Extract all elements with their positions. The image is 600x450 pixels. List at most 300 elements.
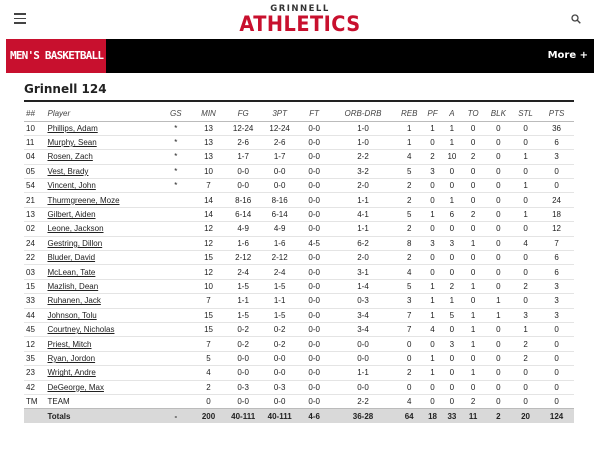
- turnovers: 0: [462, 380, 485, 394]
- games-started: [159, 294, 192, 308]
- three-pointers: 2-6: [261, 135, 298, 149]
- player-name-cell: [45, 251, 159, 265]
- turnovers: 0: [462, 351, 485, 365]
- player-name-link[interactable]: Courtney, Nicholas: [47, 325, 115, 335]
- minutes: 10: [192, 279, 225, 293]
- column-header[interactable]: REB: [396, 107, 423, 121]
- turnovers: 1: [462, 236, 485, 250]
- steals: 0: [512, 394, 539, 408]
- points: 0: [539, 179, 574, 193]
- sport-section-label: MEN'S BASKETBALL: [10, 49, 104, 62]
- orb-drb: 2-2: [330, 394, 395, 408]
- games-started: [159, 380, 192, 394]
- orb-drb: 1-1: [330, 366, 395, 380]
- column-header[interactable]: Player: [45, 107, 159, 121]
- player-name-link[interactable]: Wright, Andre: [47, 368, 96, 378]
- personal-fouls: 0: [423, 222, 442, 236]
- player-name-cell: [45, 236, 159, 250]
- rebounds: 3: [396, 294, 423, 308]
- player-name-cell: [45, 322, 159, 336]
- totals-to: 11: [462, 409, 485, 423]
- minutes: 10: [192, 164, 225, 178]
- blocks: 0: [485, 135, 512, 149]
- steals: 0: [512, 265, 539, 279]
- blocks: 0: [485, 351, 512, 365]
- player-name-link[interactable]: Leone, Jackson: [47, 224, 104, 234]
- minutes: 13: [192, 150, 225, 164]
- steals: 0: [512, 164, 539, 178]
- totals-blk: 2: [485, 409, 512, 423]
- games-started: [159, 193, 192, 207]
- turnovers: 0: [462, 179, 485, 193]
- field-goals: 2-4: [225, 265, 261, 279]
- column-header[interactable]: MIN: [192, 107, 225, 121]
- free-throws: 0-0: [298, 380, 331, 394]
- assists: 1: [442, 121, 461, 135]
- assists: 1: [442, 193, 461, 207]
- player-name-link[interactable]: DeGeorge, Max: [47, 382, 104, 392]
- points: 6: [539, 135, 574, 149]
- points: 3: [539, 279, 574, 293]
- table-row: [24, 193, 574, 207]
- player-name-cell: [45, 135, 159, 149]
- player-number: 42: [24, 380, 45, 394]
- personal-fouls: 1: [423, 207, 442, 221]
- games-started: *: [159, 135, 192, 149]
- player-name-link[interactable]: Priest, Mitch: [47, 339, 92, 349]
- player-name-cell: [45, 164, 159, 178]
- minutes: 0: [192, 394, 225, 408]
- player-name-link[interactable]: Mazlish, Dean: [47, 281, 99, 291]
- points: 0: [539, 164, 574, 178]
- blocks: 1: [485, 308, 512, 322]
- player-number: 13: [24, 207, 45, 221]
- player-name-cell: [45, 265, 159, 279]
- player-number: 05: [24, 164, 45, 178]
- free-throws: 0-0: [298, 179, 331, 193]
- orb-drb: 3-1: [330, 265, 395, 279]
- points: 0: [539, 366, 574, 380]
- orb-drb: 6-2: [330, 236, 395, 250]
- points: 6: [539, 251, 574, 265]
- blocks: 0: [485, 251, 512, 265]
- player-number: 44: [24, 308, 45, 322]
- table-header-row: [24, 107, 574, 121]
- field-goals: 1-6: [225, 236, 261, 250]
- field-goals: 1-7: [225, 150, 261, 164]
- player-name-cell: [45, 351, 159, 365]
- totals-pts: 124: [539, 409, 574, 423]
- three-pointers: 1-7: [261, 150, 298, 164]
- turnovers: 1: [462, 366, 485, 380]
- assists: 6: [442, 207, 461, 221]
- field-goals: 0-0: [225, 164, 261, 178]
- games-started: [159, 279, 192, 293]
- points: 0: [539, 380, 574, 394]
- personal-fouls: 1: [423, 121, 442, 135]
- minutes: 7: [192, 294, 225, 308]
- player-number: 04: [24, 150, 45, 164]
- turnovers: 0: [462, 294, 485, 308]
- player-name-cell: [45, 193, 159, 207]
- column-header[interactable]: 3PT: [261, 107, 298, 121]
- totals-orb-drb: 36-28: [330, 409, 395, 423]
- totals-3pt: 40-111: [261, 409, 298, 423]
- player-number: 02: [24, 222, 45, 236]
- three-pointers: 2-4: [261, 265, 298, 279]
- blocks: 0: [485, 179, 512, 193]
- column-header[interactable]: STL: [512, 107, 539, 121]
- orb-drb: 2-0: [330, 251, 395, 265]
- table-row: [24, 150, 574, 164]
- assists: 0: [442, 366, 461, 380]
- games-started: *: [159, 121, 192, 135]
- three-pointers: 1-5: [261, 279, 298, 293]
- turnovers: 2: [462, 207, 485, 221]
- turnovers: 1: [462, 337, 485, 351]
- table-row: [24, 394, 574, 408]
- totals-pf: 18: [423, 409, 442, 423]
- column-header[interactable]: GS: [159, 107, 192, 121]
- player-name-cell: [45, 150, 159, 164]
- points: 6: [539, 265, 574, 279]
- turnovers: 1: [462, 279, 485, 293]
- table-row: [24, 251, 574, 265]
- assists: 3: [442, 236, 461, 250]
- orb-drb: 3-4: [330, 322, 395, 336]
- player-name-link[interactable]: Bluder, David: [47, 253, 96, 263]
- assists: 0: [442, 265, 461, 279]
- field-goals: 12-24: [225, 121, 261, 135]
- search-icon[interactable]: [571, 14, 581, 24]
- games-started: *: [159, 179, 192, 193]
- orb-drb: 1-1: [330, 193, 395, 207]
- field-goals: 2-12: [225, 251, 261, 265]
- player-number: 15: [24, 279, 45, 293]
- minutes: 12: [192, 236, 225, 250]
- turnovers: 0: [462, 135, 485, 149]
- turnovers: 0: [462, 121, 485, 135]
- turnovers: 0: [462, 251, 485, 265]
- personal-fouls: 0: [423, 179, 442, 193]
- points: 0: [539, 394, 574, 408]
- games-started: [159, 207, 192, 221]
- column-header[interactable]: ORB-DRB: [330, 107, 395, 121]
- site-header: [0, 0, 600, 38]
- three-pointers: 1-5: [261, 308, 298, 322]
- field-goals: 1-5: [225, 308, 261, 322]
- field-goals: 0-2: [225, 337, 261, 351]
- totals-a: 33: [442, 409, 461, 423]
- free-throws: 0-0: [298, 351, 331, 365]
- team-heading: Grinnell 124: [24, 82, 107, 96]
- games-started: [159, 322, 192, 336]
- personal-fouls: 3: [423, 164, 442, 178]
- minutes: 15: [192, 251, 225, 265]
- blocks: 0: [485, 380, 512, 394]
- blocks: 0: [485, 207, 512, 221]
- column-header[interactable]: BLK: [485, 107, 512, 121]
- free-throws: 4-5: [298, 236, 331, 250]
- player-number: 12: [24, 337, 45, 351]
- totals-num: [24, 409, 45, 423]
- assists: 0: [442, 322, 461, 336]
- rebounds: 1: [396, 135, 423, 149]
- free-throws: 0-0: [298, 308, 331, 322]
- orb-drb: 0-0: [330, 351, 395, 365]
- games-started: [159, 222, 192, 236]
- games-started: [159, 394, 192, 408]
- personal-fouls: 0: [423, 135, 442, 149]
- rebounds: 7: [396, 322, 423, 336]
- steals: 0: [512, 121, 539, 135]
- free-throws: 0-0: [298, 294, 331, 308]
- table-row: [24, 207, 574, 221]
- table-row: [24, 308, 574, 322]
- player-name-link[interactable]: Ruhanen, Jack: [47, 296, 101, 306]
- orb-drb: 3-4: [330, 308, 395, 322]
- games-started: [159, 308, 192, 322]
- rebounds: 0: [396, 380, 423, 394]
- player-number: 54: [24, 179, 45, 193]
- player-number: TM: [24, 394, 45, 408]
- sport-section-tab[interactable]: [6, 39, 106, 73]
- three-pointers: 0-0: [261, 351, 298, 365]
- minutes: 12: [192, 265, 225, 279]
- three-pointers: 0-2: [261, 322, 298, 336]
- logo-top-text[interactable]: GRINNELL: [270, 4, 330, 14]
- field-goals: 0-2: [225, 322, 261, 336]
- player-name-link[interactable]: Murphy, Sean: [47, 138, 97, 148]
- points: 7: [539, 236, 574, 250]
- three-pointers: 8-16: [261, 193, 298, 207]
- orb-drb: 2-2: [330, 150, 395, 164]
- minutes: 15: [192, 322, 225, 336]
- player-name-link[interactable]: Vest, Brady: [47, 166, 89, 176]
- orb-drb: 2-0: [330, 179, 395, 193]
- turnovers: 2: [462, 150, 485, 164]
- column-header[interactable]: FT: [298, 107, 331, 121]
- points: 3: [539, 150, 574, 164]
- player-name-cell: [45, 207, 159, 221]
- player-name-link[interactable]: Gilbert, Aiden: [47, 210, 96, 220]
- blocks: 0: [485, 279, 512, 293]
- box-score-table: [24, 107, 574, 423]
- personal-fouls: 0: [423, 380, 442, 394]
- minutes: 13: [192, 121, 225, 135]
- assists: 0: [442, 251, 461, 265]
- steals: 2: [512, 351, 539, 365]
- totals-min: 200: [192, 409, 225, 423]
- rebounds: 2: [396, 251, 423, 265]
- player-name-link[interactable]: Vincent, John: [47, 181, 96, 191]
- free-throws: 0-0: [298, 366, 331, 380]
- free-throws: 0-0: [298, 207, 331, 221]
- games-started: [159, 251, 192, 265]
- rebounds: 4: [396, 394, 423, 408]
- assists: 5: [442, 308, 461, 322]
- turnovers: 0: [462, 222, 485, 236]
- player-name-link[interactable]: Thurmgreene, Moze: [47, 195, 120, 205]
- games-started: [159, 265, 192, 279]
- player-name-link[interactable]: Johnson, Tolu: [47, 310, 97, 320]
- games-started: [159, 236, 192, 250]
- player-name-link[interactable]: McLean, Tate: [47, 267, 96, 277]
- rebounds: 5: [396, 207, 423, 221]
- player-name-cell: [45, 337, 159, 351]
- personal-fouls: 0: [423, 394, 442, 408]
- player-number: 22: [24, 251, 45, 265]
- free-throws: 0-0: [298, 279, 331, 293]
- column-header[interactable]: ##: [24, 107, 45, 121]
- assists: 0: [442, 179, 461, 193]
- totals-row: [24, 409, 574, 423]
- heading-divider: [24, 100, 574, 102]
- blocks: 0: [485, 366, 512, 380]
- steals: 0: [512, 251, 539, 265]
- player-name-link[interactable]: Ryan, Jordon: [47, 353, 96, 363]
- points: 24: [539, 193, 574, 207]
- turnovers: 0: [462, 265, 485, 279]
- steals: 3: [512, 308, 539, 322]
- table-row: [24, 265, 574, 279]
- player-name-link[interactable]: Rosen, Zach: [47, 152, 93, 162]
- personal-fouls: 4: [423, 322, 442, 336]
- rebounds: 2: [396, 179, 423, 193]
- table-row: [24, 236, 574, 250]
- personal-fouls: 1: [423, 366, 442, 380]
- player-number: 23: [24, 366, 45, 380]
- player-number: 35: [24, 351, 45, 365]
- steals: 1: [512, 322, 539, 336]
- personal-fouls: 0: [423, 251, 442, 265]
- blocks: 0: [485, 236, 512, 250]
- three-pointers: 12-24: [261, 121, 298, 135]
- minutes: 13: [192, 135, 225, 149]
- steals: 0: [512, 366, 539, 380]
- orb-drb: 1-1: [330, 222, 395, 236]
- totals-ft: 4-6: [298, 409, 331, 423]
- field-goals: 4-9: [225, 222, 261, 236]
- three-pointers: 0-0: [261, 164, 298, 178]
- points: 0: [539, 322, 574, 336]
- player-name-link[interactable]: Phillips, Adam: [47, 123, 98, 133]
- orb-drb: 1-0: [330, 121, 395, 135]
- blocks: 1: [485, 294, 512, 308]
- points: 36: [539, 121, 574, 135]
- column-header[interactable]: PTS: [539, 107, 574, 121]
- free-throws: 0-0: [298, 150, 331, 164]
- personal-fouls: 1: [423, 294, 442, 308]
- three-pointers: 0-2: [261, 337, 298, 351]
- table-row: [24, 222, 574, 236]
- player-number: 10: [24, 121, 45, 135]
- assists: 3: [442, 337, 461, 351]
- minutes: 7: [192, 179, 225, 193]
- minutes: 7: [192, 337, 225, 351]
- blocks: 0: [485, 394, 512, 408]
- player-name-cell: [45, 121, 159, 135]
- minutes: 14: [192, 207, 225, 221]
- assists: 1: [442, 135, 461, 149]
- assists: 0: [442, 164, 461, 178]
- steals: 0: [512, 193, 539, 207]
- field-goals: 0-0: [225, 394, 261, 408]
- turnovers: 2: [462, 394, 485, 408]
- steals: 0: [512, 222, 539, 236]
- field-goals: 8-16: [225, 193, 261, 207]
- logo-main-text[interactable]: ATHLETICS: [239, 12, 361, 36]
- steals: 2: [512, 279, 539, 293]
- column-header[interactable]: TO: [462, 107, 485, 121]
- steals: 1: [512, 150, 539, 164]
- assists: 0: [442, 351, 461, 365]
- player-number: 45: [24, 322, 45, 336]
- column-header[interactable]: A: [442, 107, 461, 121]
- column-header[interactable]: FG: [225, 107, 261, 121]
- player-name-cell: [45, 279, 159, 293]
- field-goals: 0-0: [225, 351, 261, 365]
- steals: 0: [512, 294, 539, 308]
- field-goals: 1-1: [225, 294, 261, 308]
- three-pointers: 0-0: [261, 394, 298, 408]
- minutes: 5: [192, 351, 225, 365]
- turnovers: 1: [462, 308, 485, 322]
- turnovers: 0: [462, 164, 485, 178]
- assists: 1: [442, 294, 461, 308]
- personal-fouls: 1: [423, 279, 442, 293]
- blocks: 0: [485, 322, 512, 336]
- free-throws: 0-0: [298, 265, 331, 279]
- orb-drb: 0-0: [330, 380, 395, 394]
- three-pointers: 0-3: [261, 380, 298, 394]
- field-goals: 0-0: [225, 366, 261, 380]
- rebounds: 2: [396, 366, 423, 380]
- points: 18: [539, 207, 574, 221]
- player-number: 21: [24, 193, 45, 207]
- blocks: 0: [485, 150, 512, 164]
- column-header[interactable]: PF: [423, 107, 442, 121]
- table-row: [24, 135, 574, 149]
- points: 0: [539, 337, 574, 351]
- table-row: [24, 279, 574, 293]
- player-name-link[interactable]: Gestring, Dillon: [47, 238, 103, 248]
- orb-drb: 3-2: [330, 164, 395, 178]
- totals-gs: -: [159, 409, 192, 423]
- points: 3: [539, 308, 574, 322]
- steals: 1: [512, 207, 539, 221]
- blocks: 0: [485, 265, 512, 279]
- games-started: [159, 366, 192, 380]
- table-row: [24, 380, 574, 394]
- assists: 0: [442, 380, 461, 394]
- table-row: [24, 337, 574, 351]
- orb-drb: 1-4: [330, 279, 395, 293]
- blocks: 0: [485, 222, 512, 236]
- three-pointers: 4-9: [261, 222, 298, 236]
- totals-fg: 40-111: [225, 409, 261, 423]
- free-throws: 0-0: [298, 193, 331, 207]
- player-name-cell: TEAM: [45, 394, 159, 408]
- field-goals: 6-14: [225, 207, 261, 221]
- personal-fouls: 0: [423, 265, 442, 279]
- free-throws: 0-0: [298, 121, 331, 135]
- more-menu-button[interactable]: More +: [547, 50, 588, 61]
- points: 12: [539, 222, 574, 236]
- free-throws: 0-0: [298, 337, 331, 351]
- turnovers: 1: [462, 322, 485, 336]
- rebounds: 4: [396, 265, 423, 279]
